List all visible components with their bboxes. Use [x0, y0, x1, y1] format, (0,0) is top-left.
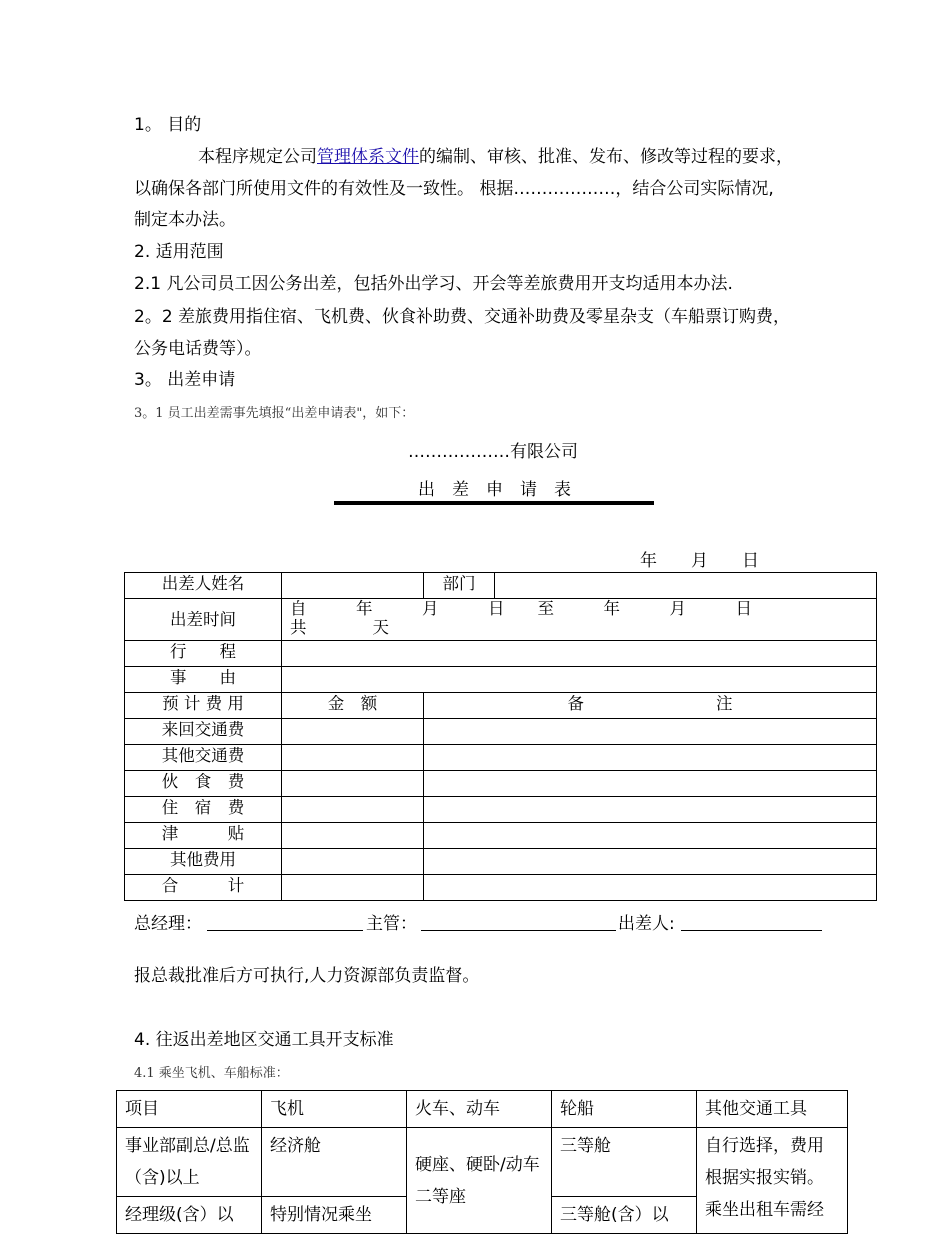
time-label: 出差时间 [125, 599, 282, 641]
amount-cell[interactable] [282, 849, 424, 875]
amount-cell[interactable] [282, 823, 424, 849]
text-segment: 的编制、审核、批准、发布、修改等过程的要求， [419, 147, 793, 167]
section-2-heading: 2. 适用范围 [134, 242, 224, 262]
gm-signature-line[interactable] [207, 930, 363, 931]
time-days: 共 天 [290, 618, 389, 637]
budget-label: 预 计 费 用 [125, 693, 282, 719]
remark-cell[interactable] [424, 797, 877, 823]
other-transport-standard: 自行选择，费用根据实报实销。乘坐出租车需经 [697, 1128, 848, 1234]
section-2-2-line-1: 2。2 差旅费用指住宿、飞机费、伙食补助费、交通补助费及零星杂支（车船票订购费， [134, 307, 791, 327]
expense-row-label: 伙 食 费 [125, 771, 282, 797]
section-3-heading: 3。 出差申请 [134, 370, 236, 390]
form-date: 年 月 日 [640, 551, 759, 571]
header-plane: 飞机 [262, 1091, 407, 1128]
traveler-signature-line[interactable] [681, 930, 822, 931]
row-2-plane: 特别情况乘坐 [262, 1197, 407, 1234]
name-label: 出差人姓名 [125, 573, 282, 599]
remark-header: 备 注 [424, 693, 877, 719]
itinerary-label: 行 程 [125, 641, 282, 667]
section-1-paragraph-line-1 [198, 146, 793, 168]
form-title: 出 差 申 请 表 [418, 480, 571, 500]
title-underline [334, 501, 654, 505]
remark-cell[interactable] [424, 823, 877, 849]
amount-header: 金 额 [282, 693, 424, 719]
time-range: 自 年 月 日 至 年 月 日 [290, 599, 752, 618]
section-3-1: 3。1 员工出差需事先填报“出差申请表"，如下： [134, 406, 415, 421]
supervisor-signature-line[interactable] [421, 930, 616, 931]
company-name: ………………有限公司 [408, 442, 578, 462]
row-2-ship: 三等舱(含）以 [552, 1197, 697, 1234]
management-system-link[interactable]: 管理体系文件 [317, 147, 419, 167]
approval-note: 报总裁批准后方可执行,人力资源部负责监督。 [134, 966, 480, 986]
dept-value[interactable] [495, 573, 877, 599]
row-1-item: 事业部副总/总监（含)以上 [117, 1128, 262, 1197]
expense-row-label: 津 贴 [125, 823, 282, 849]
amount-cell[interactable] [282, 745, 424, 771]
expense-row-label: 来回交通费 [125, 719, 282, 745]
remark-cell[interactable] [424, 771, 877, 797]
row-2-item: 经理级(含）以 [117, 1197, 262, 1234]
amount-cell[interactable] [282, 719, 424, 745]
itinerary-value[interactable] [282, 641, 877, 667]
amount-cell[interactable] [282, 875, 424, 901]
supervisor-signature-label: 主管： [366, 914, 417, 934]
section-2-2-line-2: 公务电话费等）。 [134, 339, 262, 359]
header-item: 项目 [117, 1091, 262, 1128]
section-1-paragraph-line-2: 以确保各部门所使用文件的有效性及一致性。 根据………………，结合公司实际情况, [134, 179, 774, 199]
matter-value[interactable] [282, 667, 877, 693]
header-ship: 轮船 [552, 1091, 697, 1128]
expense-row-label: 其他费用 [125, 849, 282, 875]
gm-signature-label: 总经理： [134, 914, 202, 934]
travel-application-form [124, 572, 877, 901]
text-segment: 本程序规定公司 [198, 147, 317, 167]
name-value[interactable] [282, 573, 424, 599]
row-1-plane: 经济舱 [262, 1128, 407, 1197]
matter-label: 事 由 [125, 667, 282, 693]
train-standard: 硬座、硬卧/动车二等座 [407, 1128, 552, 1234]
time-value[interactable] [282, 599, 877, 641]
expense-row-label: 其他交通费 [125, 745, 282, 771]
section-4-heading: 4. 往返出差地区交通工具开支标准 [134, 1030, 394, 1050]
header-train: 火车、动车 [407, 1091, 552, 1128]
traveler-signature-label: 出差人: [618, 914, 675, 934]
section-2-1: 2.1 凡公司员工因公务出差，包括外出学习、开会等差旅费用开支均适用本办法. [134, 274, 733, 294]
remark-cell[interactable] [424, 849, 877, 875]
remark-cell[interactable] [424, 719, 877, 745]
section-4-1: 4.1 乘坐飞机、车船标准： [134, 1066, 289, 1081]
dept-label: 部门 [424, 573, 495, 599]
remark-cell[interactable] [424, 875, 877, 901]
expense-row-label: 住 宿 费 [125, 797, 282, 823]
section-1-heading: 1。 目的 [134, 115, 202, 135]
amount-cell[interactable] [282, 797, 424, 823]
amount-cell[interactable] [282, 771, 424, 797]
header-other: 其他交通工具 [697, 1091, 848, 1128]
transport-standard-table [116, 1090, 848, 1234]
total-row-label: 合 计 [125, 875, 282, 901]
row-1-ship: 三等舱 [552, 1128, 697, 1197]
remark-cell[interactable] [424, 745, 877, 771]
section-1-paragraph-line-3: 制定本办法。 [134, 210, 236, 230]
